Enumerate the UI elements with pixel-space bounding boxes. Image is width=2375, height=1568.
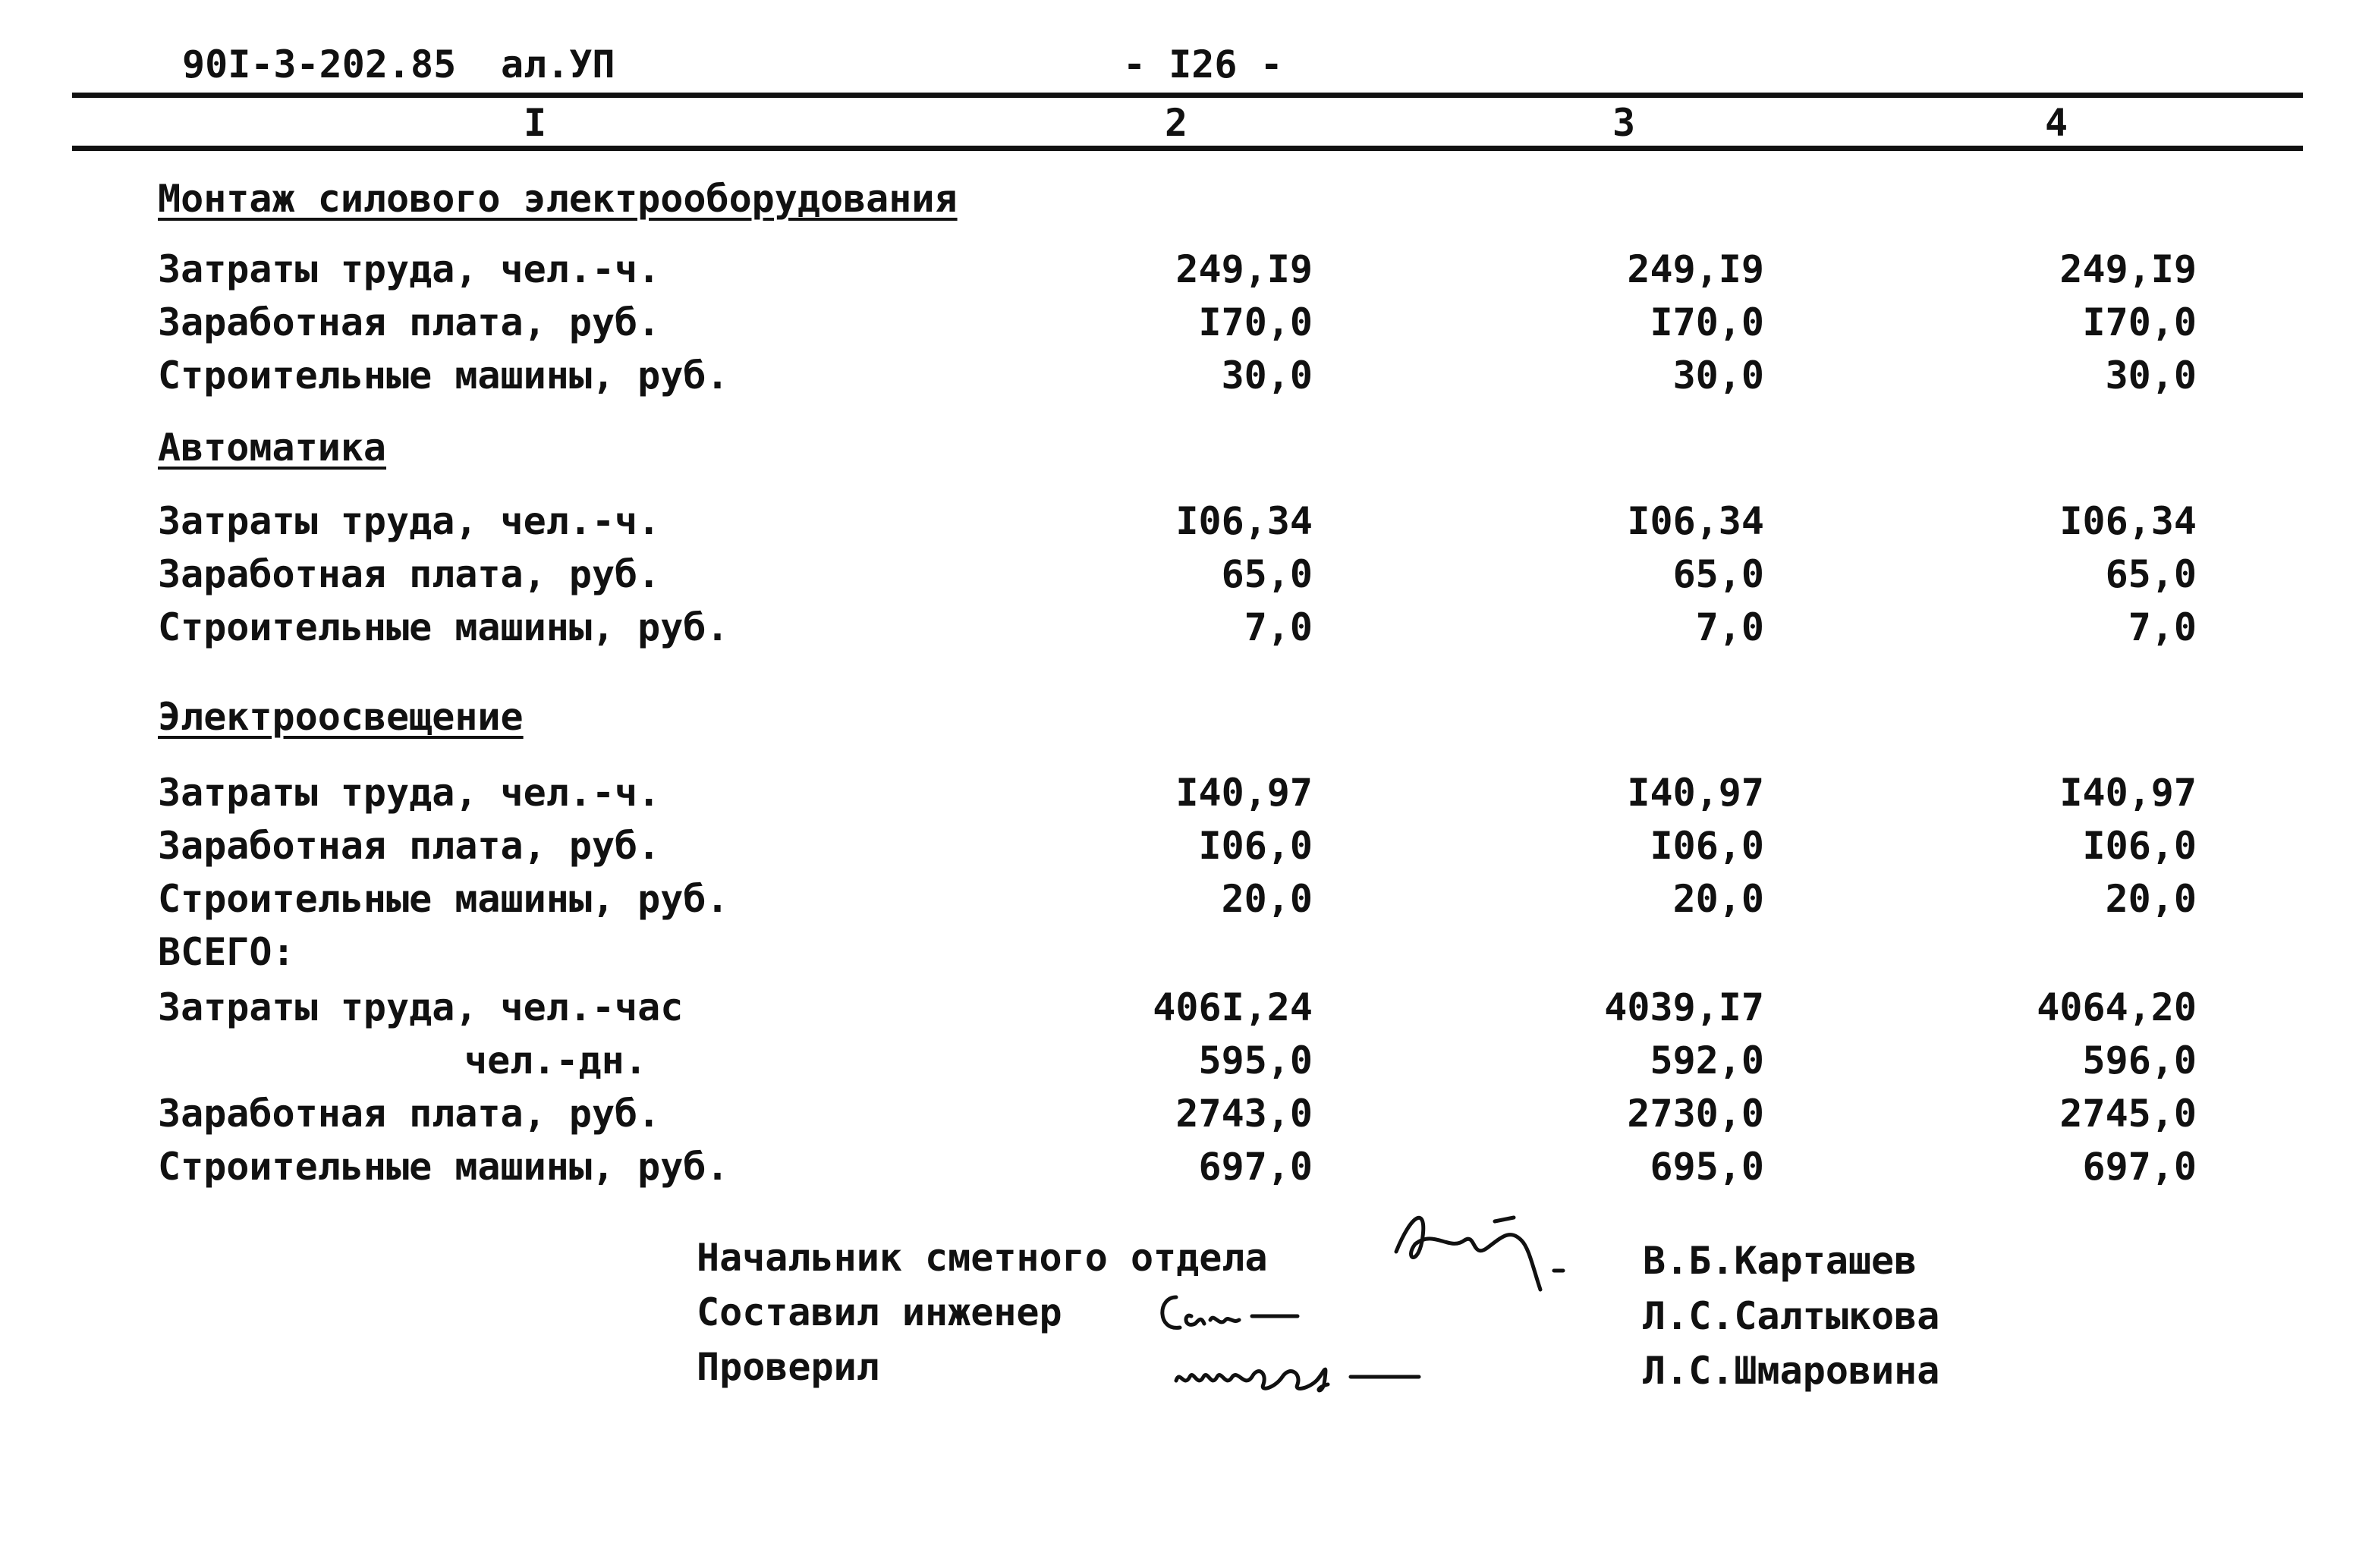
section-title: Электроосвещение: [158, 695, 524, 739]
row-value: I40,97: [1175, 771, 1313, 815]
column-header-4: 4: [2045, 101, 2068, 145]
row-value: I06,34: [1175, 499, 1313, 543]
column-header-3: 3: [1612, 101, 1636, 145]
row-value: 2743,0: [1175, 1092, 1313, 1136]
row-value: 595,0: [1198, 1039, 1313, 1083]
row-value: 695,0: [1650, 1145, 1764, 1189]
row-value: I06,34: [2059, 499, 2197, 543]
header-top-rule: [72, 93, 2303, 98]
handwritten-signature-3: [1169, 1343, 1442, 1403]
signature-role: Начальник сметного отдела: [697, 1236, 1268, 1280]
row-label: Строительные машины, руб.: [158, 1145, 729, 1189]
row-label: Заработная плата, руб.: [158, 824, 661, 868]
section-title: Монтаж силового электрооборудования: [158, 177, 958, 221]
row-value: I70,0: [1650, 300, 1764, 344]
signature-name: Л.С.Шмаровина: [1643, 1349, 1940, 1393]
row-label: Затраты труда, чел.-ч.: [158, 771, 661, 815]
row-value: 596,0: [2082, 1039, 2197, 1083]
row-value: 7,0: [2128, 605, 2197, 649]
row-value: 20,0: [2105, 877, 2197, 921]
row-value: I70,0: [2082, 300, 2197, 344]
row-value: I06,0: [2082, 824, 2197, 868]
row-value: 2745,0: [2059, 1092, 2197, 1136]
row-label: Затраты труда, чел.-ч.: [158, 499, 661, 543]
row-label: Затраты труда, чел.-час: [158, 985, 684, 1029]
row-label: Строительные машины, руб.: [158, 354, 729, 397]
row-label: Заработная плата, руб.: [158, 1092, 661, 1136]
row-value: 2730,0: [1627, 1092, 1764, 1136]
row-value: I40,97: [2059, 771, 2197, 815]
row-value: 4064,20: [2037, 985, 2197, 1029]
row-value: 249,I9: [1627, 247, 1764, 291]
row-value: 65,0: [1221, 552, 1313, 596]
signature-role: Проверил: [697, 1345, 879, 1389]
row-label: Строительные машины, руб.: [158, 605, 729, 649]
row-value: 30,0: [1672, 354, 1764, 397]
row-value: 65,0: [2105, 552, 2197, 596]
row-value: 20,0: [1221, 877, 1313, 921]
row-value: 249,I9: [2059, 247, 2197, 291]
header-bottom-rule: [72, 146, 2303, 151]
row-value: 697,0: [2082, 1145, 2197, 1189]
row-value: 7,0: [1244, 605, 1313, 649]
row-value: 4039,I7: [1604, 985, 1764, 1029]
row-label: Затраты труда, чел.-ч.: [158, 247, 661, 291]
row-value: 406I,24: [1153, 985, 1313, 1029]
row-value: I06,0: [1198, 824, 1313, 868]
row-label: Заработная плата, руб.: [158, 552, 661, 596]
signature-name: В.Б.Карташев: [1643, 1239, 1917, 1283]
handwritten-signature-2: [1150, 1282, 1309, 1343]
row-value: I40,97: [1627, 771, 1764, 815]
handwritten-signature-1: [1381, 1199, 1578, 1305]
row-value: I06,34: [1627, 499, 1764, 543]
column-header-1: I: [524, 101, 547, 145]
album-number: ал.УП: [501, 42, 615, 86]
row-value: 20,0: [1672, 877, 1764, 921]
row-value: 7,0: [1695, 605, 1764, 649]
row-value: 30,0: [1221, 354, 1313, 397]
row-value: 249,I9: [1175, 247, 1313, 291]
page-number: - I26 -: [1123, 42, 1283, 86]
signature-role: Составил инженер: [697, 1290, 1062, 1334]
row-label: чел.-дн.: [464, 1039, 647, 1083]
row-value: 697,0: [1198, 1145, 1313, 1189]
total-title: ВСЕГО:: [158, 930, 295, 974]
section-title: Автоматика: [158, 426, 387, 470]
row-label: Заработная плата, руб.: [158, 300, 661, 344]
row-value: I06,0: [1650, 824, 1764, 868]
row-value: 592,0: [1650, 1039, 1764, 1083]
column-header-2: 2: [1165, 101, 1188, 145]
row-value: 30,0: [2105, 354, 2197, 397]
row-label: Строительные машины, руб.: [158, 877, 729, 921]
row-value: I70,0: [1198, 300, 1313, 344]
signature-name: Л.С.Салтыкова: [1643, 1294, 1940, 1338]
document-code: 90I-3-202.85: [182, 42, 457, 86]
row-value: 65,0: [1672, 552, 1764, 596]
